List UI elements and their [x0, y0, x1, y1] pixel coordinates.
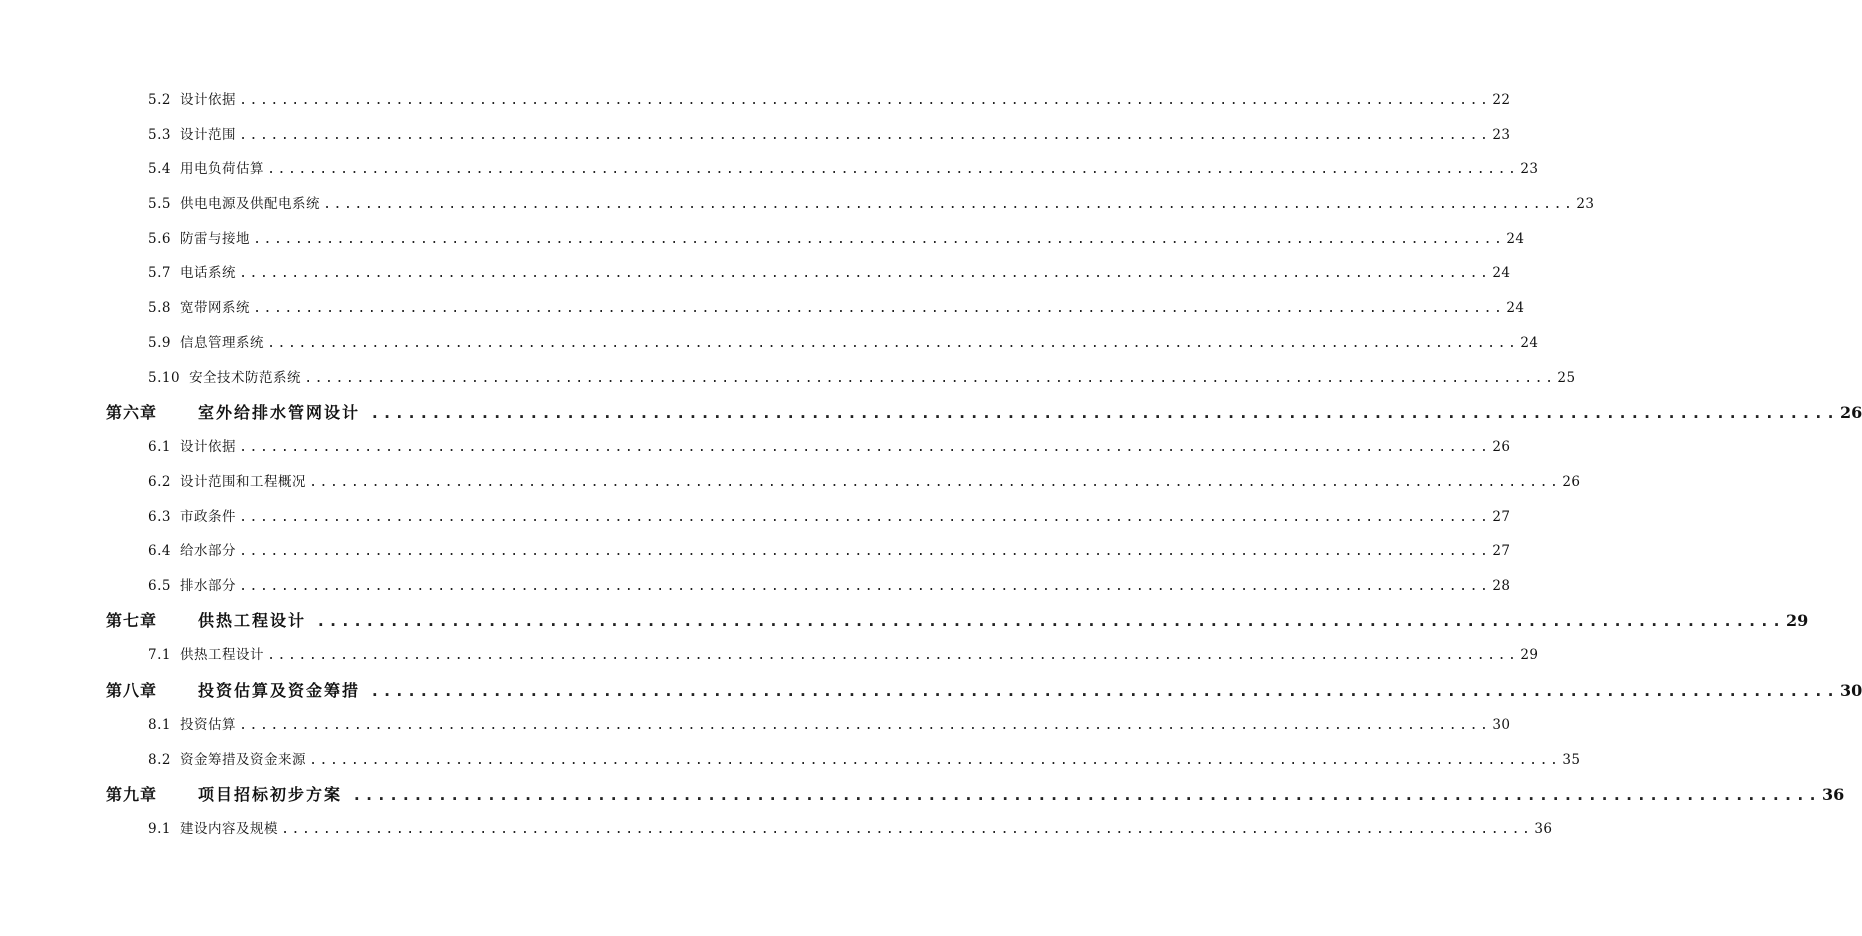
- dot-leader: ........................................................................................................................: [238, 578, 1491, 594]
- dot-leader: ........................................................................................................................: [280, 821, 1533, 837]
- section-number: 6.3: [148, 509, 171, 525]
- section-number: 5.7: [148, 265, 171, 281]
- toc-entry[interactable]: [148, 261, 1511, 281]
- page-number: 23: [1520, 161, 1539, 177]
- toc-entry[interactable]: [148, 366, 1576, 386]
- page-number: 23: [1492, 127, 1511, 143]
- section-title: 电话系统: [179, 265, 236, 281]
- chapter-title: 投资估算及资金筹措: [198, 681, 361, 700]
- toc-entry[interactable]: [148, 296, 1525, 316]
- dot-leader: ........................................................................................................................: [238, 509, 1491, 525]
- toc-entry[interactable]: [148, 227, 1525, 247]
- section-number: 9.1: [148, 821, 171, 837]
- toc-entry[interactable]: [148, 539, 1511, 559]
- section-title: 给水部分: [179, 543, 236, 559]
- chapter-title: 项目招标初步方案: [198, 785, 343, 804]
- dot-leader: ........................................................................................................................: [238, 92, 1491, 108]
- section-number: 5.4: [148, 161, 171, 177]
- section-title: 信息管理系统: [179, 335, 264, 351]
- page-number: 25: [1557, 370, 1576, 386]
- dot-leader: ........................................................................................................................: [266, 647, 1519, 663]
- toc-entry[interactable]: [148, 748, 1581, 768]
- page-number: 28: [1492, 578, 1511, 594]
- toc-entry[interactable]: [148, 157, 1539, 177]
- section-number: 5.3: [148, 127, 171, 143]
- dot-leader: ........................................................................................................................: [266, 335, 1519, 351]
- section-title: 市政条件: [179, 509, 236, 525]
- dot-leader: ........................................................................................................................: [266, 161, 1519, 177]
- section-title: 建设内容及规模: [179, 821, 278, 837]
- page-number: 24: [1520, 335, 1539, 351]
- dot-leader: ........................................................................................................................: [352, 785, 1820, 804]
- dot-leader: ........................................................................................................................: [304, 370, 1556, 386]
- section-title: 设计范围和工程概况: [179, 474, 306, 490]
- section-number: 8.1: [148, 717, 171, 733]
- dot-leader: ........................................................................................................................: [238, 127, 1491, 143]
- chapter-number: 第六章: [106, 403, 158, 422]
- chapter-number: 第七章: [106, 611, 158, 630]
- page-number: 36: [1821, 785, 1845, 804]
- toc-entry[interactable]: [148, 123, 1511, 143]
- section-title: 资金筹措及资金来源: [179, 752, 306, 768]
- section-number: 5.5: [148, 196, 171, 212]
- toc-chapter-entry[interactable]: [106, 678, 1862, 701]
- section-number: 5.2: [148, 92, 171, 108]
- dot-leader: ........................................................................................................................: [308, 474, 1561, 490]
- toc-entry[interactable]: [148, 574, 1511, 594]
- toc-entry[interactable]: [148, 713, 1511, 733]
- section-number: 5.10: [148, 370, 181, 386]
- toc-entry[interactable]: [148, 817, 1553, 837]
- dot-leader: ........................................................................................................................: [238, 543, 1491, 559]
- section-title: 设计依据: [179, 92, 236, 108]
- section-title: 设计范围: [179, 127, 236, 143]
- section-number: 5.9: [148, 335, 171, 351]
- page-number: 29: [1520, 647, 1539, 663]
- page-number: 30: [1492, 717, 1511, 733]
- page-number: 26: [1562, 474, 1581, 490]
- section-title: 排水部分: [179, 578, 236, 594]
- page-number: 35: [1562, 752, 1581, 768]
- dot-leader: ........................................................................................................................: [316, 611, 1784, 630]
- page-number: 22: [1492, 92, 1511, 108]
- toc-entry[interactable]: [148, 192, 1595, 212]
- page-number: 29: [1785, 611, 1809, 630]
- section-number: 6.2: [148, 474, 171, 490]
- section-number: 6.1: [148, 439, 171, 455]
- toc-entry[interactable]: [148, 331, 1539, 351]
- section-number: 6.5: [148, 578, 171, 594]
- section-title: 设计依据: [179, 439, 236, 455]
- toc-entry[interactable]: [148, 643, 1539, 663]
- dot-leader: ........................................................................................................................: [238, 717, 1491, 733]
- toc-chapter-entry[interactable]: [106, 782, 1845, 805]
- page-number: 30: [1839, 681, 1862, 700]
- dot-leader: ........................................................................................................................: [252, 231, 1505, 247]
- dot-leader: ........................................................................................................................: [370, 681, 1838, 700]
- section-title: 安全技术防范系统: [189, 370, 302, 386]
- dot-leader: ........................................................................................................................: [238, 265, 1491, 281]
- page-number: 24: [1506, 231, 1525, 247]
- section-number: 8.2: [148, 752, 171, 768]
- toc-chapter-entry[interactable]: [106, 608, 1809, 631]
- section-title: 防雷与接地: [179, 231, 250, 247]
- page-number: 23: [1576, 196, 1595, 212]
- page-number: 27: [1492, 509, 1511, 525]
- section-number: 5.8: [148, 300, 171, 316]
- chapter-title: 供热工程设计: [198, 611, 307, 630]
- section-title: 供电电源及供配电系统: [179, 196, 320, 212]
- page-number: 27: [1492, 543, 1511, 559]
- dot-leader: ........................................................................................................................: [370, 403, 1838, 422]
- page-number: 24: [1506, 300, 1525, 316]
- chapter-title: 室外给排水管网设计: [198, 403, 361, 422]
- page-number: 26: [1492, 439, 1511, 455]
- dot-leader: ........................................................................................................................: [238, 439, 1491, 455]
- section-number: 5.6: [148, 231, 171, 247]
- dot-leader: ........................................................................................................................: [252, 300, 1505, 316]
- page-number: 36: [1534, 821, 1553, 837]
- page-number: 24: [1492, 265, 1511, 281]
- toc-entry[interactable]: [148, 88, 1511, 108]
- toc-chapter-entry[interactable]: [106, 400, 1862, 423]
- page-number: 26: [1839, 403, 1862, 422]
- toc-entry[interactable]: [148, 470, 1581, 490]
- section-title: 供热工程设计: [179, 647, 264, 663]
- toc-entry[interactable]: [148, 505, 1511, 525]
- chapter-number: 第八章: [106, 681, 158, 700]
- toc-entry[interactable]: [148, 435, 1511, 455]
- section-title: 宽带网系统: [179, 300, 250, 316]
- dot-leader: ........................................................................................................................: [322, 196, 1575, 212]
- section-title: 投资估算: [179, 717, 236, 733]
- dot-leader: ........................................................................................................................: [308, 752, 1561, 768]
- section-number: 7.1: [148, 647, 171, 663]
- chapter-number: 第九章: [106, 785, 158, 804]
- section-number: 6.4: [148, 543, 171, 559]
- section-title: 用电负荷估算: [179, 161, 264, 177]
